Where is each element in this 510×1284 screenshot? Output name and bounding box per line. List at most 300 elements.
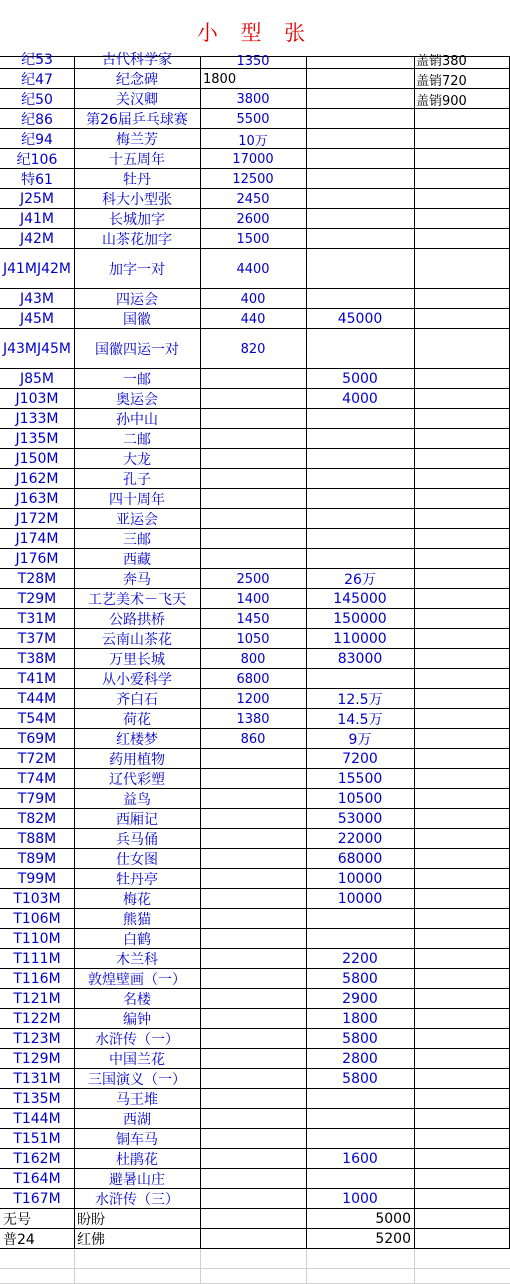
stamp-code: J150M	[15, 451, 59, 467]
stamp-value: 2800	[342, 1051, 378, 1067]
stamp-value	[306, 69, 414, 89]
stamp-code: T122M	[13, 1011, 61, 1027]
stamp-price	[200, 1209, 306, 1229]
stamp-note	[414, 209, 510, 229]
stamp-name: 水浒传（三）	[95, 1192, 179, 1208]
table-row	[0, 369, 510, 389]
stamp-code: T144M	[13, 1111, 61, 1127]
table-row	[0, 569, 510, 589]
stamp-price: 4400	[236, 261, 270, 277]
stamp-code: J162M	[15, 471, 59, 487]
stamp-price	[200, 969, 306, 989]
stamp-code: T82M	[17, 811, 57, 827]
table-row	[0, 1229, 510, 1249]
stamp-price: 1800	[203, 71, 237, 87]
stamp-note	[414, 109, 510, 129]
stamp-price	[200, 829, 306, 849]
stamp-name: 西湖	[123, 1112, 151, 1128]
stamp-value	[306, 549, 414, 569]
stamp-value: 5800	[342, 1071, 378, 1087]
stamp-value	[306, 1169, 414, 1189]
stamp-value: 2900	[342, 991, 378, 1007]
table-row	[0, 769, 510, 789]
stamp-note	[414, 649, 510, 669]
stamp-value	[306, 49, 414, 69]
stamp-name: 孔子	[123, 472, 151, 488]
stamp-note	[414, 309, 510, 329]
stamp-name: 二邮	[123, 432, 151, 448]
stamp-price	[200, 549, 306, 569]
stamp-name: 公路拱桥	[109, 612, 165, 628]
stamp-code: T110M	[13, 931, 61, 947]
stamp-name: 木兰科	[116, 952, 158, 968]
stamp-note	[414, 949, 510, 969]
stamp-value: 22000	[337, 831, 383, 847]
stamp-name: 国徽	[123, 312, 151, 328]
stamp-code: T31M	[17, 611, 57, 627]
stamp-note: 盖销380	[416, 54, 467, 69]
table-row	[0, 969, 510, 989]
stamp-note	[414, 769, 510, 789]
stamp-name: 三国演义（一）	[88, 1072, 186, 1088]
stamp-value: 83000	[337, 651, 383, 667]
stamp-name: 关汉卿	[116, 92, 158, 108]
stamp-code: 纪50	[21, 92, 53, 108]
table-row	[0, 309, 510, 329]
table-row	[0, 1029, 510, 1049]
stamp-price	[200, 1129, 306, 1149]
stamp-price: 12500	[232, 171, 274, 187]
stamp-name: 牡丹亭	[116, 872, 158, 888]
empty-column-divider	[414, 1249, 415, 1284]
table-row	[0, 329, 510, 369]
stamp-code: 普24	[3, 1232, 35, 1248]
stamp-code: T99M	[17, 871, 57, 887]
stamp-code: 无号	[3, 1212, 31, 1228]
stamp-name: 仕女图	[116, 852, 158, 868]
stamp-name: 西藏	[123, 552, 151, 568]
stamp-note	[414, 809, 510, 829]
stamp-value	[306, 669, 414, 689]
table-row	[0, 1169, 510, 1189]
stamp-value	[306, 1109, 414, 1129]
stamp-note	[414, 549, 510, 569]
table-row	[0, 69, 510, 89]
stamp-note	[414, 489, 510, 509]
table-row	[0, 789, 510, 809]
stamp-note	[414, 529, 510, 549]
stamp-name: 马王堆	[116, 1092, 158, 1108]
stamp-name: 熊猫	[123, 912, 151, 928]
table-row	[0, 1209, 510, 1229]
stamp-note	[414, 609, 510, 629]
stamp-code: 特61	[21, 172, 53, 188]
stamp-code: T69M	[17, 731, 57, 747]
stamp-price: 820	[240, 341, 266, 357]
stamp-note	[414, 149, 510, 169]
table-row	[0, 889, 510, 909]
stamp-value	[306, 109, 414, 129]
stamp-name: 奔马	[123, 572, 151, 588]
empty-column-divider	[74, 1249, 75, 1284]
stamp-value: 2200	[342, 951, 378, 967]
stamp-note	[414, 369, 510, 389]
table-row	[0, 449, 510, 469]
stamp-value: 53000	[337, 811, 383, 827]
stamp-note	[414, 389, 510, 409]
stamp-note	[414, 869, 510, 889]
stamp-name: 红楼梦	[116, 732, 158, 748]
stamp-price	[200, 509, 306, 529]
stamp-code: J103M	[15, 391, 59, 407]
stamp-note	[414, 889, 510, 909]
stamp-name: 盼盼	[77, 1212, 105, 1228]
stamp-note	[414, 129, 510, 149]
stamp-note	[414, 1169, 510, 1189]
stamp-note	[414, 849, 510, 869]
stamp-value: 9万	[348, 732, 372, 748]
stamp-note	[414, 1029, 510, 1049]
stamp-price	[200, 1229, 306, 1249]
stamp-code: J41M	[19, 211, 55, 227]
table-row	[0, 729, 510, 749]
stamp-note	[414, 1149, 510, 1169]
stamp-value: 5800	[342, 1031, 378, 1047]
stamp-name: 牡丹	[123, 172, 151, 188]
stamp-note	[414, 169, 510, 189]
stamp-value: 5800	[342, 971, 378, 987]
table-row	[0, 409, 510, 429]
stamp-value	[306, 469, 414, 489]
stamp-price	[200, 1189, 306, 1209]
stamp-value: 14.5万	[337, 712, 383, 728]
stamp-price	[200, 949, 306, 969]
stamp-code: T131M	[13, 1071, 61, 1087]
stamp-name: 孙中山	[116, 412, 158, 428]
stamp-note	[414, 829, 510, 849]
stamp-code: T121M	[13, 991, 61, 1007]
table-row	[0, 1069, 510, 1089]
stamp-value	[306, 209, 414, 229]
stamp-value: 12.5万	[337, 692, 383, 708]
column-divider	[200, 57, 201, 1249]
stamp-value: 110000	[333, 631, 387, 647]
stamp-note: 盖销900	[416, 93, 467, 109]
table-row	[0, 549, 510, 569]
stamp-name: 十五周年	[109, 152, 165, 168]
stamp-code: T54M	[17, 711, 57, 727]
stamp-name: 古代科学家	[102, 52, 172, 68]
table-row	[0, 1189, 510, 1209]
stamp-price	[200, 1169, 306, 1189]
stamp-price: 1350	[236, 54, 270, 69]
stamp-name: 水浒传（一）	[95, 1032, 179, 1048]
stamp-name: 敦煌壁画（一）	[88, 972, 186, 988]
stamp-value: 1000	[342, 1191, 378, 1207]
stamp-code: J42M	[19, 231, 55, 247]
stamp-code: J41MJ42M	[2, 261, 72, 277]
stamp-value: 150000	[333, 611, 387, 627]
stamp-price	[200, 529, 306, 549]
stamp-price: 6800	[236, 671, 270, 687]
stamp-code: T123M	[13, 1031, 61, 1047]
stamp-code: T151M	[13, 1131, 61, 1147]
stamp-note	[414, 929, 510, 949]
stamp-note	[414, 1209, 510, 1229]
stamp-value: 10000	[337, 891, 383, 907]
stamp-code: J135M	[15, 431, 59, 447]
table-row	[0, 629, 510, 649]
stamp-name: 云南山茶花	[102, 632, 172, 648]
stamp-price: 440	[240, 311, 266, 327]
stamp-code: T129M	[13, 1051, 61, 1067]
table-row	[0, 669, 510, 689]
empty-row	[0, 1249, 510, 1269]
stamp-note	[414, 1069, 510, 1089]
stamp-name: 亚运会	[116, 512, 158, 528]
stamp-value	[306, 289, 414, 309]
stamp-value: 5000	[342, 371, 378, 387]
stamp-code: T38M	[17, 651, 57, 667]
stamp-note	[414, 229, 510, 249]
table-row	[0, 149, 510, 169]
stamp-price	[200, 1029, 306, 1049]
table-row	[0, 1089, 510, 1109]
table-row	[0, 849, 510, 869]
stamp-price	[200, 369, 306, 389]
stamp-name: 国徽四运一对	[95, 342, 179, 358]
stamp-code: T106M	[13, 911, 61, 927]
stamp-name: 编钟	[123, 1012, 151, 1028]
stamp-code: T116M	[13, 971, 61, 987]
stamp-price	[200, 389, 306, 409]
sheet-title: 小 型 张	[196, 21, 314, 45]
stamp-note	[414, 329, 510, 369]
stamp-code: T167M	[13, 1191, 61, 1207]
table-row	[0, 289, 510, 309]
table-row	[0, 929, 510, 949]
table-row	[0, 209, 510, 229]
stamp-code: J172M	[15, 511, 59, 527]
stamp-name: 铜车马	[116, 1132, 158, 1148]
stamp-code: T74M	[17, 771, 57, 787]
stamp-value: 1600	[342, 1151, 378, 1167]
stamp-value: 10000	[337, 871, 383, 887]
stamp-name: 加字一对	[109, 262, 165, 278]
stamp-price: 800	[240, 651, 266, 667]
stamp-value: 10500	[337, 791, 383, 807]
table-row	[0, 829, 510, 849]
stamp-value: 26万	[344, 572, 376, 588]
stamp-code: J174M	[15, 531, 59, 547]
stamp-value: 4000	[342, 391, 378, 407]
stamp-code: J163M	[15, 491, 59, 507]
stamp-code: J133M	[15, 411, 59, 427]
stamp-price	[200, 869, 306, 889]
stamp-name: 大龙	[123, 452, 151, 468]
stamp-price: 2600	[236, 211, 270, 227]
stamp-price	[200, 1149, 306, 1169]
table-row	[0, 189, 510, 209]
stamp-note	[414, 1129, 510, 1149]
stamp-name: 荷花	[123, 712, 151, 728]
stamp-note	[414, 629, 510, 649]
stamp-name: 白鹤	[123, 932, 151, 948]
stamp-name: 药用植物	[109, 752, 165, 768]
stamp-value	[306, 409, 414, 429]
table-row	[0, 949, 510, 969]
stamp-name: 杜鹃花	[116, 1152, 158, 1168]
stamp-note	[414, 729, 510, 749]
stamp-price	[200, 989, 306, 1009]
stamp-note	[414, 669, 510, 689]
stamp-name: 梅花	[123, 892, 151, 908]
stamp-price	[200, 409, 306, 429]
stamp-code: T164M	[13, 1171, 61, 1187]
stamp-code: 纪94	[21, 132, 53, 148]
stamp-value	[306, 149, 414, 169]
stamp-name: 纪念碑	[116, 72, 158, 88]
stamp-code: T28M	[17, 571, 57, 587]
table-row	[0, 1129, 510, 1149]
stamp-code: T37M	[17, 631, 57, 647]
stamp-price: 1200	[236, 691, 270, 707]
stamp-note	[414, 509, 510, 529]
stamp-price: 1380	[236, 711, 270, 727]
stamp-note	[414, 409, 510, 429]
table-row	[0, 169, 510, 189]
stamp-name: 辽代彩塑	[109, 772, 165, 788]
stamp-value	[306, 169, 414, 189]
stamp-code: T89M	[17, 851, 57, 867]
stamp-price	[200, 469, 306, 489]
stamp-price: 1400	[236, 591, 270, 607]
stamp-value: 5000	[375, 1211, 411, 1227]
stamp-code: J176M	[15, 551, 59, 567]
stamp-price	[200, 1109, 306, 1129]
stamp-code: J25M	[19, 191, 55, 207]
stamp-note	[414, 1229, 510, 1249]
table-row	[0, 749, 510, 769]
stamp-price	[200, 909, 306, 929]
stamp-value	[306, 529, 414, 549]
stamp-price	[200, 1049, 306, 1069]
stamp-name: 从小爱科学	[102, 672, 172, 688]
stamp-name: 四运会	[116, 292, 158, 308]
stamp-name: 万里长城	[109, 652, 165, 668]
table-row	[0, 609, 510, 629]
table-row	[0, 229, 510, 249]
stamp-note	[414, 909, 510, 929]
stamp-value: 68000	[337, 851, 383, 867]
stamp-name: 长城加字	[109, 212, 165, 228]
stamp-value	[306, 489, 414, 509]
stamp-code: 纪86	[21, 112, 53, 128]
stamp-value: 1800	[342, 1011, 378, 1027]
stamp-code: T79M	[17, 791, 57, 807]
stamp-price	[200, 809, 306, 829]
stamp-note	[414, 589, 510, 609]
table-row	[0, 649, 510, 669]
stamp-note	[414, 1009, 510, 1029]
stamp-value	[306, 509, 414, 529]
stamp-price	[200, 1009, 306, 1029]
stamp-name: 山茶花加字	[102, 232, 172, 248]
table-row	[0, 52, 510, 69]
stamp-note	[414, 289, 510, 309]
table-row	[0, 909, 510, 929]
stamp-note	[414, 1109, 510, 1129]
stamp-code: T44M	[17, 691, 57, 707]
stamp-name: 奥运会	[116, 392, 158, 408]
stamp-value	[306, 1089, 414, 1109]
stamp-price	[200, 929, 306, 949]
stamp-note	[414, 1189, 510, 1209]
stamp-price	[200, 429, 306, 449]
stamp-value	[306, 449, 414, 469]
empty-column-divider	[306, 1249, 307, 1284]
stamp-note	[414, 569, 510, 589]
table-row	[0, 109, 510, 129]
table-row	[0, 489, 510, 509]
stamp-name: 红佛	[77, 1232, 105, 1248]
stamp-note	[414, 1089, 510, 1109]
stamp-code: 纪47	[21, 72, 53, 88]
stamp-name: 西厢记	[116, 812, 158, 828]
stamp-name: 四十周年	[109, 492, 165, 508]
stamp-code: T72M	[17, 751, 57, 767]
stamp-value	[306, 909, 414, 929]
table-row	[0, 249, 510, 289]
stamp-note	[414, 469, 510, 489]
stamp-price: 5500	[236, 111, 270, 127]
stamp-price: 1500	[236, 231, 270, 247]
stamp-name: 兵马俑	[116, 832, 158, 848]
stamp-code: T29M	[17, 591, 57, 607]
stamp-name: 一邮	[123, 372, 151, 388]
stamp-value: 7200	[342, 751, 378, 767]
stamp-price: 1050	[236, 631, 270, 647]
stamp-value: 5200	[375, 1231, 411, 1247]
stamp-note	[414, 989, 510, 1009]
stamp-code: T41M	[17, 671, 57, 687]
stamp-value	[306, 329, 414, 369]
stamp-price	[200, 749, 306, 769]
stamp-price	[200, 489, 306, 509]
table-row	[0, 809, 510, 829]
stamp-value	[306, 929, 414, 949]
table-row	[0, 429, 510, 449]
stamp-value	[306, 89, 414, 109]
stamp-value	[306, 429, 414, 449]
table-row	[0, 129, 510, 149]
stamp-name: 三邮	[123, 532, 151, 548]
stamp-price: 860	[240, 731, 266, 747]
table-row	[0, 1009, 510, 1029]
stamp-code: J43M	[19, 291, 55, 307]
stamp-price: 400	[240, 291, 266, 307]
stamp-name: 梅兰芳	[116, 132, 158, 148]
stamp-name: 科大小型张	[102, 192, 172, 208]
stamp-note	[414, 749, 510, 769]
stamp-price	[200, 849, 306, 869]
column-divider	[74, 57, 75, 1249]
stamp-value: 15500	[337, 771, 383, 787]
stamp-name: 避暑山庄	[109, 1172, 165, 1188]
stamp-name: 齐白石	[116, 692, 158, 708]
stamp-value: 145000	[333, 591, 387, 607]
stamp-code: J85M	[19, 371, 55, 387]
